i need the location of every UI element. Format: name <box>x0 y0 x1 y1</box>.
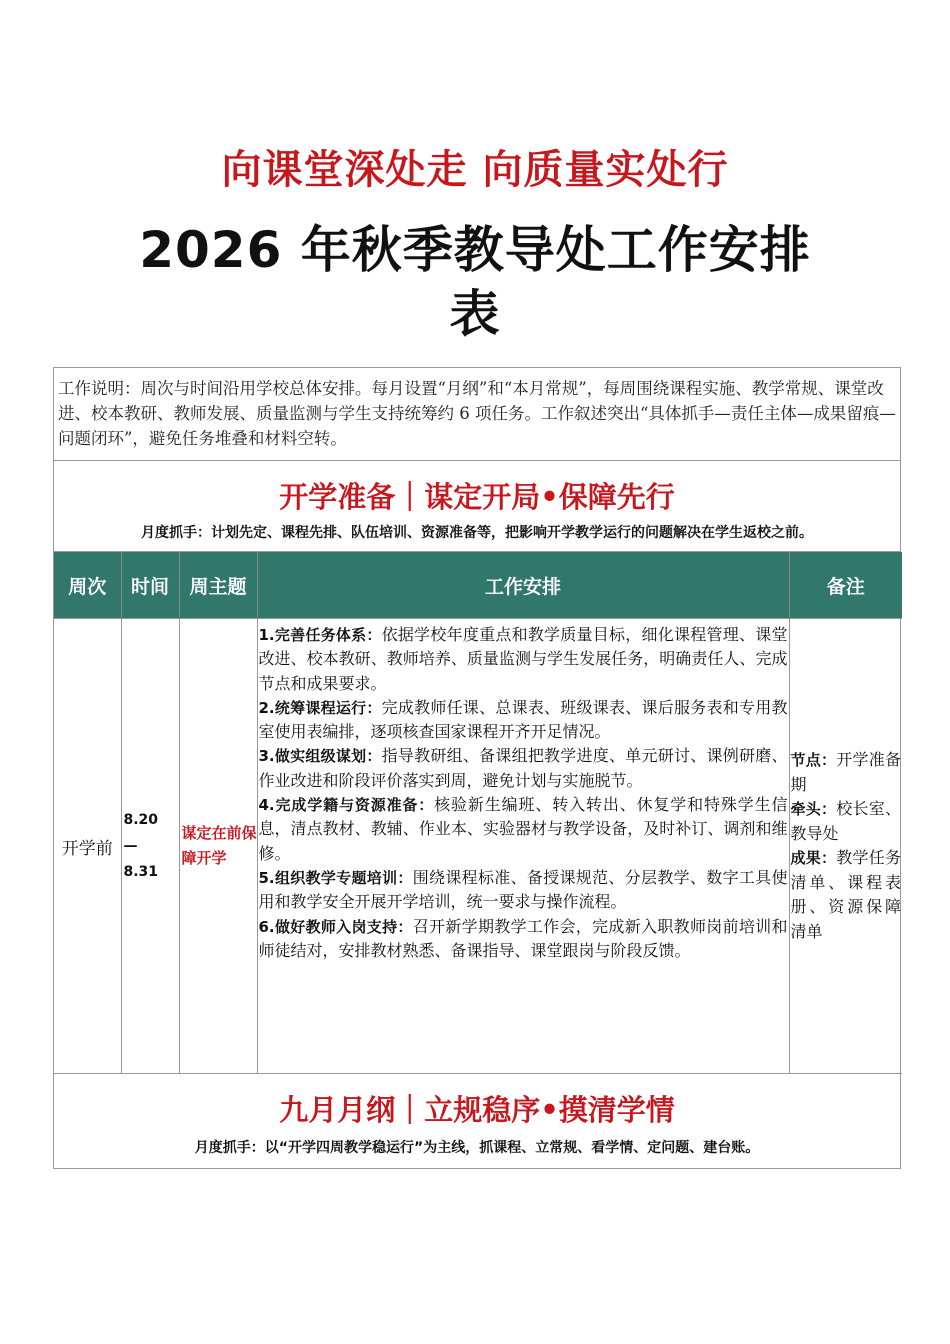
section-focus: 月度抓手：以“开学四周教学稳运行”为主线，抓课程、立常规、看学情、定问题、建台账。 <box>194 1140 760 1156</box>
section-heading: 九月月纲｜立规稳序•摸清学情 <box>279 1093 675 1127</box>
note-cell <box>789 619 902 1074</box>
col-work-header: 工作安排 <box>257 552 789 619</box>
task-text: 完成教师任课、总课表、班级课表、课后服务表和专用教室使用表编排，逐项核查国家课程开齐开足情况。 <box>258 697 788 742</box>
section-focus: 月度抓手：计划先定、课程先排、队伍培训、资源准备等，把影响开学教学运行的问题解决在学生返校之前。 <box>141 525 813 541</box>
time-cell <box>121 619 179 1074</box>
task-title: 6.做好教师入岗支持： <box>258 917 413 936</box>
col-theme-header: 周主题 <box>179 552 257 619</box>
note-text: 校长室、教导处 <box>790 799 901 843</box>
note-label: 牵头： <box>790 800 837 818</box>
task-title: 1.完善任务体系： <box>258 626 382 644</box>
theme-cell: 谋定在前保障开学 <box>179 619 257 1074</box>
task-title: 2.统筹课程运行： <box>258 698 382 717</box>
time-end: 8.31 <box>123 864 159 880</box>
task-item <box>259 623 788 696</box>
note-label: 成果： <box>790 849 837 867</box>
note-text: 开学准备期 <box>790 750 901 794</box>
task-title: 4.完成学籍与资源准备： <box>258 796 435 815</box>
col-week-header: 周次 <box>54 552 121 619</box>
time-dash: — <box>123 838 138 854</box>
page-title-line1: 2026 年秋季教导处工作安排 <box>139 221 811 279</box>
task-item <box>259 696 788 745</box>
slogan: 向课堂深处走 向质量实处行 <box>221 147 729 193</box>
week-cell: 开学前 <box>54 619 121 1074</box>
col-note-header: 备注 <box>789 552 902 619</box>
section-opening <box>54 461 900 552</box>
table-header-row <box>54 552 902 619</box>
section-september <box>54 1074 900 1168</box>
note-text: 教学任务清单、课程表册、资源保障清单 <box>790 848 901 941</box>
task-title: 3.做实组级谋划： <box>258 747 382 766</box>
work-cell <box>257 619 789 1074</box>
section-heading: 开学准备｜谋定开局•保障先行 <box>279 480 675 514</box>
task-item <box>259 866 788 915</box>
task-item <box>259 793 788 866</box>
page-title-line2: 表 <box>449 285 501 343</box>
task-text: 指导教研组、备课组把教学进度、单元研讨、课例研磨、作业改进和阶段评价落实到周，避免计划与实施脱节。 <box>258 746 788 790</box>
task-text: 依据学校年度重点和教学质量目标，细化课程管理、课堂改进、校本教研、教师培养、质量监测与学生发展任务，明确责任人、完成节点和成果要求。 <box>258 625 788 693</box>
task-text: 围绕课程标准、备授课规范、分层教学、数字工具使用和教学安全开展开学培训，统一要求与操作流程。 <box>258 867 788 912</box>
task-item <box>259 744 788 793</box>
task-title: 5.组织教学专题培训： <box>258 868 413 887</box>
schedule-table <box>54 552 902 1074</box>
schedule-sheet <box>53 367 901 1169</box>
note-item <box>791 846 902 944</box>
note-item <box>791 797 902 846</box>
work-description: 工作说明：周次与时间沿用学校总体安排。每月设置“月纲”和“本月常规”，每周围绕课程实施、教学常规、课堂改进、校本教研、教师发展、质量监测与学生支持统筹约 6 项任务。工作叙述突出“具体抓手—责任主体—成果留痕—问题闭环”，避免任务堆叠和材料空转。 <box>54 368 900 461</box>
task-text: 召开新学期教学工作会，完成新入职教师岗前培训和师徒结对，安排教材熟悉、备课指导、课堂跟岗与阶段反馈。 <box>258 916 788 960</box>
task-item <box>259 915 788 964</box>
time-start: 8.20 <box>123 812 159 828</box>
task-text: 核验新生编班、转入转出、休复学和特殊学生信息，清点教材、教辅、作业本、实验器材与教学设备，及时补订、调剂和维修。 <box>258 795 788 863</box>
note-item <box>791 748 902 797</box>
col-time-header: 时间 <box>121 552 179 619</box>
note-label: 节点： <box>790 751 837 769</box>
page-title <box>0 218 950 346</box>
table-row <box>54 619 902 1074</box>
